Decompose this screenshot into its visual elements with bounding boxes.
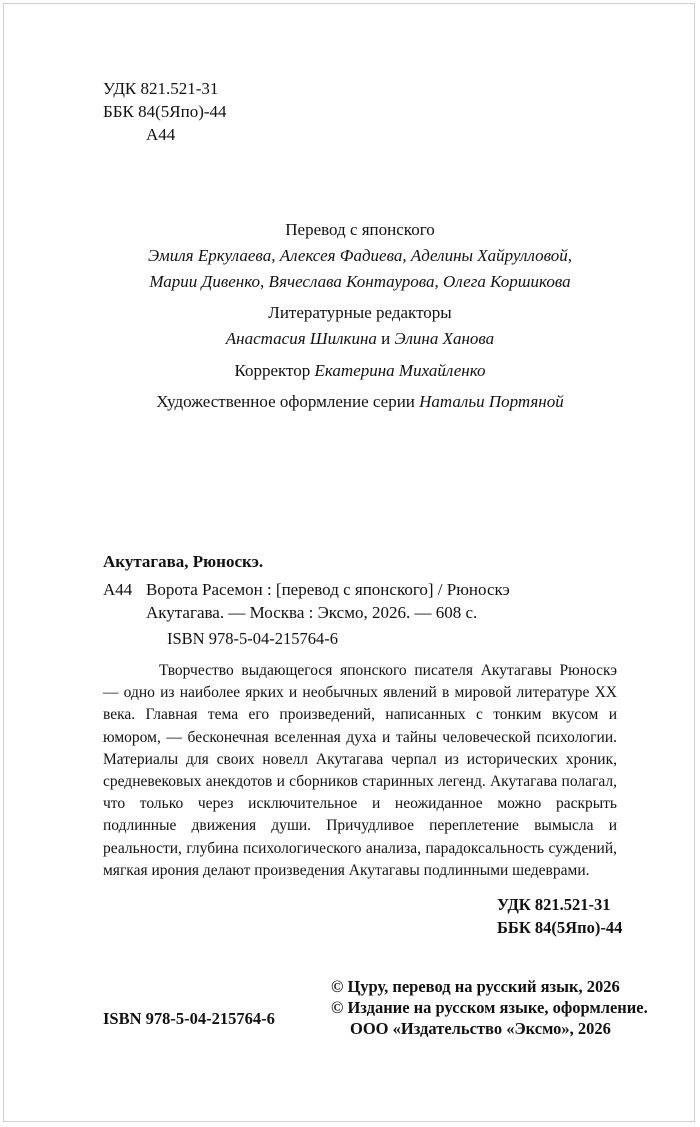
translators-line-1: Эмиля Еркулаева, Алексея Фадиева, Аделины Хайрулловой, xyxy=(148,246,572,265)
bbk-code: ББК 84(5Япо)-44 xyxy=(103,102,227,121)
biblio-heading: Акутагава, Рюноскэ. xyxy=(103,552,264,571)
biblio-mark: А44 xyxy=(103,580,133,599)
editor-2: Элина Ханова xyxy=(394,329,495,348)
editors-block xyxy=(40,300,680,352)
editor-1: Анастасия Шилкина xyxy=(225,329,377,348)
proofreader-label: Корректор xyxy=(234,361,315,380)
translators-line-2: Марии Дивенко, Вячеслава Контаурова, Олега Коршикова xyxy=(149,272,571,291)
design-label: Художественное оформление серии xyxy=(156,392,420,411)
annotation-text: Творчество выдающегося японского писателя Акутагавы Рюноскэ — одно из наиболее ярких и необычных явлений в мировой литературе XX века. Главная тема его произведений, написанных с тонким вкусом и юмором, — бесконечная вселенная духа и тайны человеческой психологии. Материалы для своих новелл Акутагава черпал из исторических хроник, средневековых анекдотов и сборников старинных легенд. Акутагава полагал, что только через исключительное и неожиданное можно раскрыть подлинные движения души. Причудливое переплетение вымысла и реальности, глубина психологического анализа, парадоксальность суждений, мягкая ирония делают произведения Акутагавы подлинными шедеврами. xyxy=(103,662,617,879)
udk-code: УДК 821.521-31 xyxy=(103,79,219,98)
footer-bbk: ББК 84(5Япо)-44 xyxy=(497,918,623,937)
editors-names xyxy=(40,326,680,352)
biblio-line-2: Акутагава. — Москва : Эксмо, 2026. — 608 с. xyxy=(146,603,478,622)
design-line xyxy=(40,389,680,415)
footer-udk: УДК 821.521-31 xyxy=(497,895,611,914)
author-mark: А44 xyxy=(146,125,176,144)
copyright-line-2: © Издание на русском языке, оформление. xyxy=(331,998,648,1017)
editors-and: и xyxy=(376,329,395,348)
copyright-line-3: ООО «Издательство «Эксмо», 2026 xyxy=(350,1019,611,1038)
proofreader-line xyxy=(40,358,680,384)
biblio-line-1: Ворота Расемон : [перевод с японского] / Рюноскэ xyxy=(146,580,510,599)
proofreader-name: Екатерина Михайленко xyxy=(314,361,486,380)
proofreader-block xyxy=(40,358,680,384)
footer-isbn: ISBN 978-5-04-215764-6 xyxy=(103,1009,275,1028)
translation-label: Перевод с японского xyxy=(285,220,435,239)
credits-block xyxy=(40,217,680,295)
biblio-isbn: ISBN 978-5-04-215764-6 xyxy=(167,629,338,648)
design-block xyxy=(40,389,680,415)
annotation xyxy=(103,660,617,882)
copyright-line-1: © Цуру, перевод на русский язык, 2026 xyxy=(331,977,620,996)
editors-label: Литературные редакторы xyxy=(268,303,452,322)
design-name: Натальи Портяной xyxy=(419,392,564,411)
